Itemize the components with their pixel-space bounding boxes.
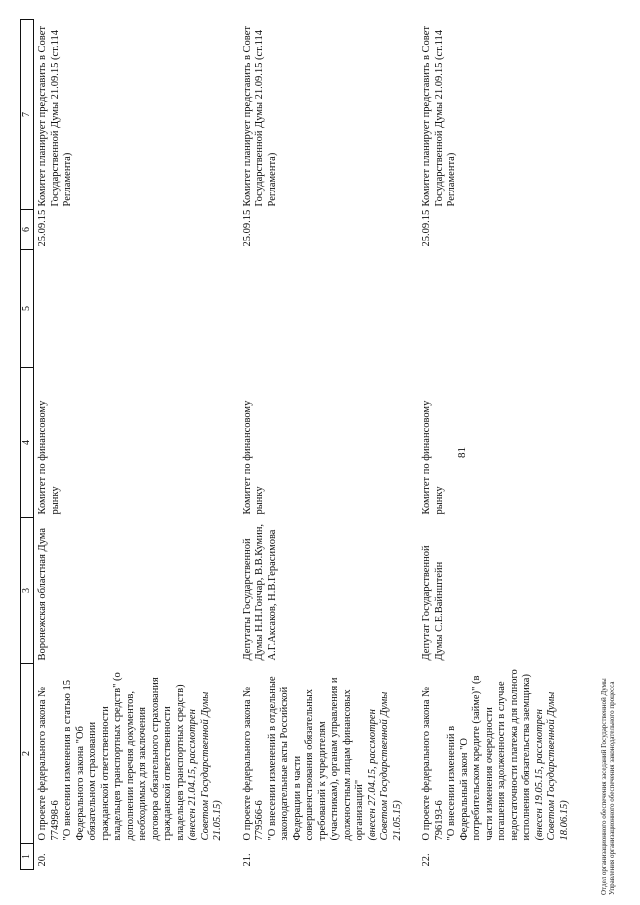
table-row [418,20,585,870]
committee-plan: Комитет планирует представить в Совет Государственной Думы 21.09.15 (ст.114 Регламента) [37,26,73,207]
review-date: 25.09.15 [37,209,48,247]
column-header: 7 [21,20,34,210]
row-number: 22. [421,853,432,867]
bills-table [20,19,585,870]
column-5-cell [239,250,419,368]
bill-initiator: Депутат Государственной Думы С.Е.Вайнштейн [421,545,445,661]
column-header: 6 [21,210,34,250]
column-header: 1 [21,844,34,870]
column-header: 2 [21,664,34,844]
review-date: 25.09.15 [421,209,432,247]
table-row [239,20,419,870]
row-number: 21. [241,853,253,867]
page-number: 81 [456,447,468,458]
responsible-committee: Комитет по финансовому рынку [421,400,445,515]
footer-line: Отдел организационного обеспечения заседаний Государственной Думы [600,678,608,895]
bill-note: (внесен 27.04.15, рассмотрен Советом Государственной Думы 21.05.15) [366,691,403,841]
footer [600,678,616,895]
bill-note: (внесен 19.05.15, рассмотрен Советом Государственной Думы 18.06.15) [533,691,570,841]
bill-body: "О внесении изменений в Федеральный закон "О потребительском кредите (займе)" (в части изменения очередности погашения задолженности в случае недостаточности платежа для полного исполнения обязательства заемщика) [446,669,532,841]
column-header: 4 [21,368,34,518]
bill-description [239,664,419,844]
responsible-committee: Комитет по финансовому рынку [241,400,265,515]
bill-note: (внесен 21.04.15, рассмотрен Советом Государственной Думы 21.05.15) [187,691,223,841]
bill-body: "О внесении изменений в отдельные законодательные акты Российской Федерации в части совершенствования обязательных требований к учредителям (участникам), органам управления и должностным лицам финансовых организаций" [266,676,365,841]
bill-initiator: Депутаты Государственной Думы Н.Н.Гончар, В.В.Кумин, А.Г.Аксаков, Н.В.Герасимова [241,523,278,661]
footer-line: Управления организационного обеспечения законодательного процесса [608,681,616,895]
bill-description [34,664,239,844]
column-header: 5 [21,250,34,368]
table-header-row [21,20,34,870]
bill-body: "О внесении изменения в статью 15 Федерального закона "Об обязательном страховании гражданской ответственности владельцев транспортных средств" (о дополнении перечня документов, необходимых для заключения договора обязательного страхования гражданской ответственности владельцев транспортных средств) [62,672,186,841]
bill-title: О проекте федерального закона № 774998-6 [37,686,61,841]
row-number: 20. [37,853,48,867]
column-header: 3 [21,518,34,664]
bill-title: О проекте федерального закона № 779566-6 [241,686,265,841]
column-5-cell [418,250,585,368]
bill-title: О проекте федерального закона № 796193-6 [421,686,445,841]
bill-initiator: Воронежская областная Дума [37,527,48,661]
review-date: 25.09.15 [241,209,253,247]
responsible-committee: Комитет по финансовому рынку [37,400,61,515]
committee-plan: Комитет планирует представить в Совет Государственной Думы 21.09.15 (ст.114 Регламента) [421,26,457,207]
table-row [34,20,239,870]
column-5-cell [34,250,239,368]
committee-plan: Комитет планирует представить в Совет Государственной Думы 21.09.15 (ст.114 Регламента) [241,26,278,207]
bill-description [418,664,585,844]
